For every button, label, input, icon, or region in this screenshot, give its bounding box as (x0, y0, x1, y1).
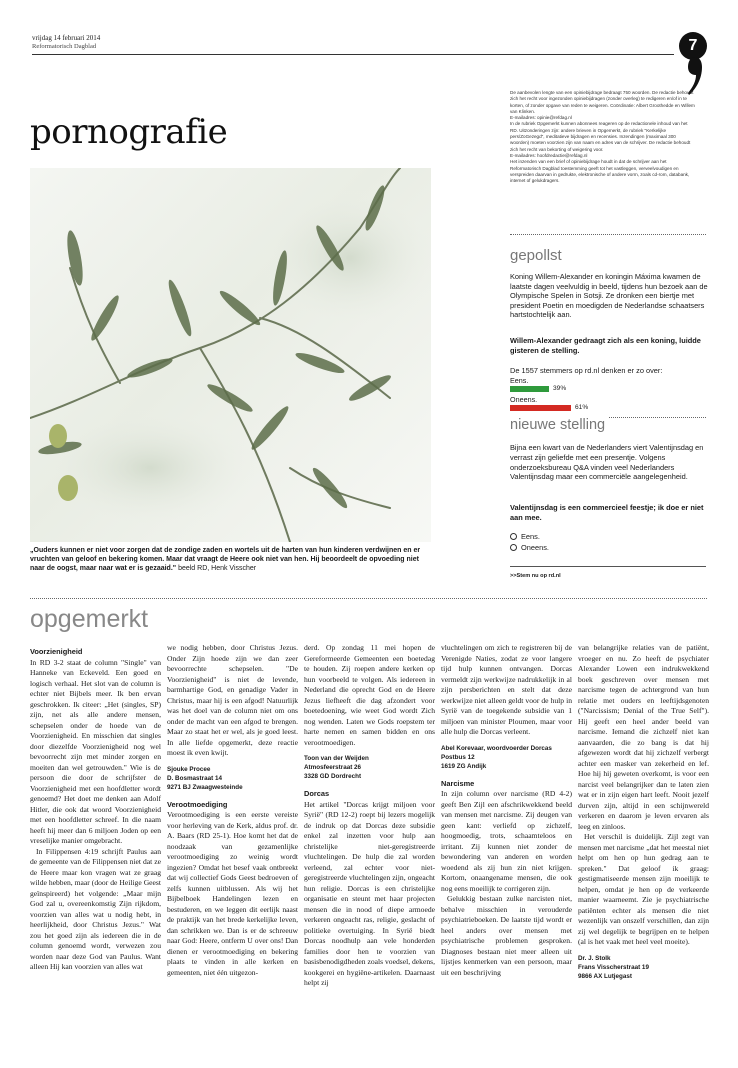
letter-paragraph: derd. Op zondag 11 mei hopen de Gereformeerde Gemeenten een boetedag te houden. Zij roepen andere kerken op hun voorbeeld te volgen. Als iedereen in Nederland die oprecht God en de Heere Jezus liefheeft die dag afzondert voor boetedoening, wie weet God wordt Zich nog wenden. Laten we Gods roepstem ter harte nemen en samen bidden en ons verootmoedigen. (304, 643, 435, 747)
letter-paragraph: Gelukkig bestaan zulke narcisten niet, behalve misschien in verouderde psychiatrieboeken. De laatste tijd wordt er heel anders over mensen met psychiatrische problemen gesproken. Diagnoses bestaan niet meer alleen uit lijstjes kenmerken van een persoon, maar uit een beschrijving (441, 894, 572, 977)
letter-heading: Dorcas (304, 789, 330, 798)
editor-note-paragraph: E-mailadres: opinie@refdag.nl (510, 115, 572, 121)
letter-signature (304, 754, 435, 781)
letters-column-5 (578, 643, 709, 989)
signature-line: 9866 AX Lutjegast (578, 972, 633, 980)
option-agree-label: Eens. (521, 532, 540, 541)
letter-paragraph: In zijn column over narcisme (RD 4-2) geeft Ben Zijl een afschrikwekkend beeld van mensen met narcisme. Zij deugen van geen kant: verliefd op zichzelf, hoogmoedig, trots, schaamteloos en irritant. Zij kunnen niet zonder de bewondering van anderen en worden woedend als zij hun zin niet krijgen. Kortom, onaangename mensen, die ook nog eens moeilijk te corrigeren zijn. (441, 789, 572, 893)
poll-bar-fill-disagree (510, 405, 571, 411)
poll-bar-disagree (510, 405, 610, 411)
signature-line: 9271 BJ Zwaagwesteinde (167, 783, 243, 791)
poll-result-label-disagree: Oneens. (510, 395, 538, 404)
letters-column-2 (167, 643, 298, 978)
letter-signature (441, 744, 572, 771)
poll-statement: Willem-Alexander gedraagt zich als een koning, luidde gisteren de stelling. (510, 336, 701, 355)
poll-percent-agree: 39% (553, 385, 567, 392)
poll-result-label-agree: Eens. (510, 376, 529, 385)
letter-paragraph: In Filippensen 4:19 schrijft Paulus aan de gemeente van de Filippensen niet dat ze de Heere maar kon vragen wat ze graag wilde hebben, maar (door de Heilige Geest geïnspireerd) het volgende: „Maar mijn God zal u, overeenkomstig Zijn rijkdom, voorzien van alles wat u nodig hebt, in heerlijkheid, door Christus Jezus." Wat zou het goed zijn als iedereen die in de column genoemd wordt, verwezen zou worden naar deze God van Paulus. Want alleen Hij kan voorzien van alles wat (30, 846, 161, 971)
signature-line: Frans Visscherstraat 19 (578, 963, 649, 971)
new-statement-title: nieuwe stelling (510, 417, 609, 433)
signature-line: D. Bosmastraat 14 (167, 774, 222, 782)
letter-paragraph: Het verschil is duidelijk. Zijl zegt van mensen met narcisme „dat het meestal niet helpt om hen op hun gedrag aan te spreken." Dat geloof ik graag: gestigmatiseerde mensen zijn moeilijk te helpen, omdat je hen op de verkeerde manier waarneemt. Zie je psychiatrische patiënten echter als mensen die niet wezenlijk van onszelf verschillen, dan zijn zij wel degelijk te begrijpen en te helpen (al is het vaak met heel veel moeite). (578, 832, 709, 946)
opgemerkt-divider (30, 598, 707, 599)
new-statement-rule (510, 566, 706, 567)
vote-link[interactable]: >>Stem nu op rd.nl (510, 573, 561, 579)
caption-credit: beeld RD, Henk Visscher (178, 565, 257, 572)
poll-bar-fill-agree (510, 386, 549, 392)
letter-heading: Narcisme (441, 778, 475, 788)
signature-line: 1619 ZG Andijk (441, 762, 487, 770)
signature-line: Atmosfeerstraat 26 (304, 764, 362, 771)
page-number-badge: 7 (679, 32, 707, 60)
editor-note-paragraph: De aanbevolen lengte van een opiniebijdrage bedraagt 750 woorden. De redactie behoudt zich het recht voor ingezonden opiniebijdragen (zonder overleg) te redigeren en/of in te korten, of zonder opgave van reden te weigeren. Coördinatie: Albert Groothedde en Willem van Klinken. (510, 90, 695, 114)
signature-line: 3328 GD Dordrecht (304, 773, 362, 780)
poll-title: gepollst (510, 247, 562, 264)
letter-signature (578, 954, 709, 981)
header-rule (32, 54, 674, 55)
olive-branch-photo (30, 168, 431, 542)
radio-icon[interactable] (510, 533, 517, 540)
photo-caption (30, 546, 434, 573)
option-disagree-label: Oneens. (521, 543, 549, 552)
signature-line: Sjouke Procee (167, 765, 211, 773)
opgemerkt-title: opgemerkt (30, 605, 149, 633)
poll-voter-count: De 1557 stemmers op rd.nl denken er zo over: (510, 366, 663, 375)
poll-percent-disagree: 61% (575, 404, 589, 411)
radio-icon[interactable] (510, 544, 517, 551)
poll-intro: Koning Willem-Alexander en koningin Máxima kwamen de laatste dagen veelvuldig in beeld, tijdens hun bezoek aan de Olympische Spelen in Sotsji. Ze dronken een biertje met president Poetin en moedigden de Nederlandse schaatsers hartstochtelijk aan. (510, 272, 708, 320)
new-statement-question: Valentijnsdag is een commercieel feestje; ik doe er niet aan mee. (510, 503, 704, 522)
letter-paragraph: Het artikel "Dorcas krijgt miljoen voor Syrië" (RD 12-2) roept bij lezers mogelijk de indruk op dat Dorcas deze subsidie enkel zal inzetten voor hulp aan christelijke niet-geregistreerde vluchtelingen. De hulp die zal worden verleend, zal echter voor niet-geregistreerde vluchtelingen zijn, ongeacht hun religie. Dorcas is een christelijke organisatie en steunt met haar projecten mensen die in nood of diepe armoede verkeren ongeacht ras, religie, geslacht of politieke overtuiging. In Syrië biedt Dorcas noodhulp aan vele honderden families door hen te voorzien van basisbenodigdheden zoals voedsel, dekens, kookgerei en hygiëne-artikelen. Daarnaast helpt zij (304, 799, 435, 987)
letter-heading: Verootmoediging (167, 799, 228, 809)
editor-note-paragraph: E-mailadres: hoofdredactie@refdag.nl (510, 152, 588, 158)
option-agree[interactable] (510, 532, 540, 541)
newspaper-name: Reformatorisch Dagblad (32, 43, 97, 50)
letter-heading: Voorzienigheid (30, 647, 83, 656)
letter-paragraph: we nodig hebben, door Christus Jezus. Onder Zijn hoede zijn we dan zeer bevoorrechte schepselen. "De Voorzienigheid" is niet de levende, barmhartige God, en genadige Vader in Christus, maar hij is een afgod! Natuurlijk was het doel van de column niet om ons onder de macht van een afgod te brengen. Maar zo staat het er wel, als je goed leest. In alle liefde opgemerkt, deze reactie moest ik even kwijt. (167, 643, 298, 757)
signature-line: Dr. J. Stolk (578, 954, 611, 962)
editor-note (510, 90, 696, 184)
poll-divider (510, 234, 706, 235)
option-disagree[interactable] (510, 543, 549, 552)
new-statement-intro: Bijna een kwart van de Nederlanders viert Valentijnsdag en verrast zijn geliefde met een presentje. Volgens onderzoeksbureau Q&A vinden veel Nederlanders Valentijnsdag maar een commerciële aangelegenheid. (510, 443, 704, 482)
letter-paragraph: van belangrijke relaties van de patiënt, vroeger en nu. Zo heeft de psychiater Alexander Lowen een indrukwekkend boek geschreven over mensen met narcisme tegen de achtergrond van hun relatie met ouders en leeftijdsgenoten ("Narcissism; Denial of the True Self"). Hij geeft een heel ander beeld van narcisme. Iemand die zichzelf niet kan aanvaarden, die zo bang is dat hij afgewezen wordt dat hij zichzelf verbergt achter een masker van zekerheid en lef. Hoe hij hij geweten overkomt, is voor een narcist veel belangrijker dan te laten zien wat er in zijn eigen hart leeft. Nooit jezelf durven zijn, altijd in een schijnwereld verkeren en daarom je leven ervaren als leeg en zinloos. (578, 643, 709, 831)
letters-column-4 (441, 643, 572, 978)
letter-signature (167, 765, 298, 792)
letter-paragraph: Verootmoediging is een eerste vereiste voor herleving van de Kerk, aldus prof. dr. A. Baars (RD 25-1). Hoe komt het dat de noodzaak van gezamenlijke verootmoediging zo weinig wordt ingezien? Omdat het besef vaak ontbreekt dat wij collectief Gods Geest bedroeven of zelfs kunnen uitblussen. Als wij het Bijbelboek Handelingen lezen en bestuderen, en we leggen dit eerlijk naast de praktijk van het brede kerkelijke leven, dan schrikken we. Dan is er de schreeuw naar God: Heere, ontferm U over ons! Dan dienen er verootmoediging en bekering plaats te vinden in alle kerken en gemeenten, niet één uitgezon- (167, 810, 298, 977)
letters-column-3 (304, 643, 435, 989)
editor-note-paragraph: Het inzenden van een brief of opiniebijdrage houdt in dat de schrijver aan het Reformatorisch Dagblad toestemming geeft tot het vastleggen, verveelvoudigen en verspreiden daarvan in gedrukte, elektronische of andere vorm, zoals cd-rom, databank, internet of gelukdragers. (510, 159, 690, 184)
letter-paragraph: vluchtelingen om zich te registreren bij de Verenigde Naties, zodat ze voor langere tijd hulp kunnen ontvangen. Dorcas vermeldt zijn werkwijze nadrukkelijk in al zijn persberichten en stelt dat deze werkwijze niet alleen geldt voor de hulp in Syrië van de toegekende subsidie van 1 miljoen van minister Ploumen, maar voor alle hulp die Dorcas verleent. (441, 643, 572, 736)
signature-line: Postbus 12 (441, 753, 475, 761)
caption-quote: „Ouders kunnen er niet voor zorgen dat de zondige zaden en wortels uit de harten van hun kinderen verdwijnen en er vruchten van geloof en bekering komen. Maar dat vraagt de Heere ook niet van hen. Hij beoordeelt de opvoeding niet naar de oogst, maar naar wat er is gezaaid." (30, 547, 421, 572)
letter-paragraph: In RD 3-2 staat de column "Single" van Hanneke van Eckeveld. Een goed en logisch verhaal. Het slot van de column is echter niet Bijbels meer. Ik ben ervan geschrokken. Ik citeer: „Het (singles, SP) zijn, net als alle andere mensen, schepselen onder de hoede van de Voorzienigheid. En misschien dat singles door diezelfde Voorzienigheid nog wel bevoorrecht zijn met minder zorgen en moeiten dan wel getrouwden." Wie is de persoon die door de schrijfster de Voorzienigheid met een hoofdletter wordt genoemd? Het doet me denken aan Adolf Hitler, die ook dat woord Voorzienigheid met een hoofdletter schreef. In die naam heeft hij meer dan 6 miljoen Joden op een vreselijke manier omgebracht. (30, 657, 161, 845)
editor-note-paragraph: In de rubriek Opgemerkt kunnen abonnees reageren op de redactionele inhoud van het RD. Uitzonderingen zijn: andere brieven in Opgemerkt, de rubriek "Kerkelijke pers/ZoGezegd", meditatieve bijdragen en recensies. Inzendingen (maximaal 300 woorden) moeten voorzien zijn van naam en adres van de schrijver. De redactie behoudt zich het recht van bekorting of weigering voor. (510, 121, 691, 152)
signature-line: Abel Korevaar, woordvoerder Dorcas (441, 744, 552, 752)
section-title: pornografie (30, 112, 228, 152)
signature-line: Toon van der Weijden (304, 755, 369, 762)
letters-column-1 (30, 643, 161, 973)
issue-date: vrijdag 14 februari 2014 (32, 34, 101, 42)
